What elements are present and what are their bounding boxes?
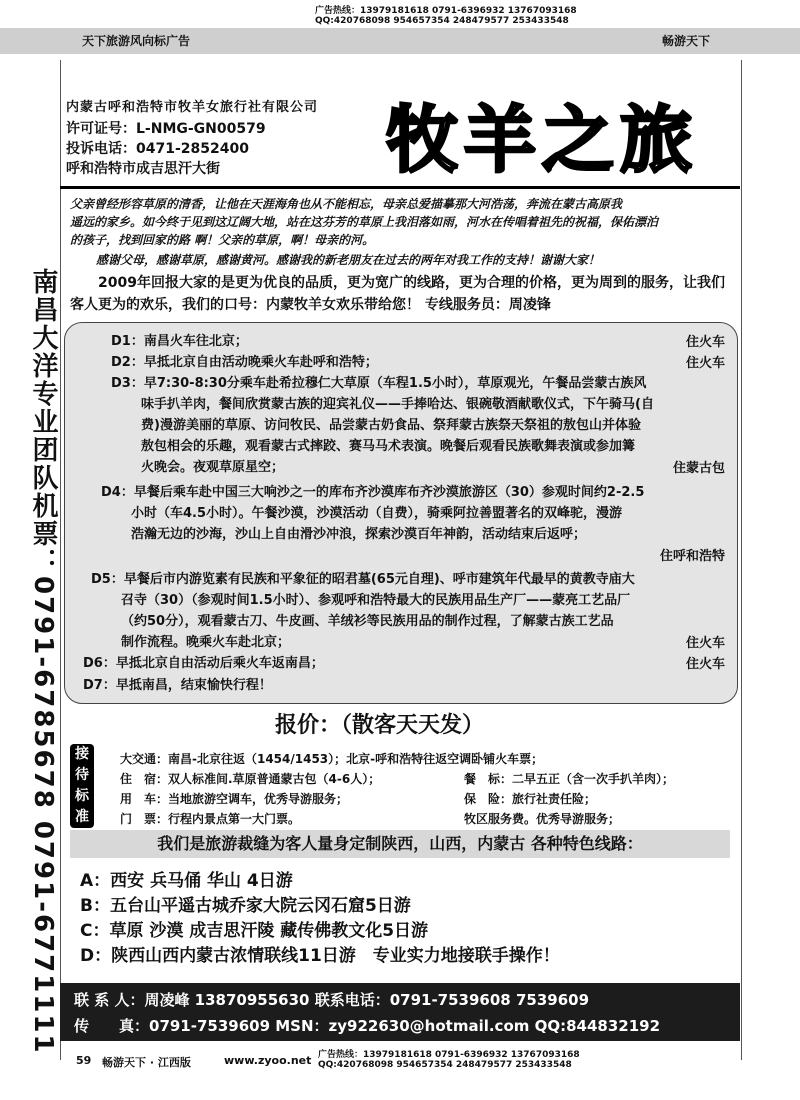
footer-qq: QQ:420768098 954657354 248479577 253433548 <box>318 1060 572 1070</box>
price-title: 报价：（散客天天发） <box>275 713 485 738</box>
contact-bar <box>60 983 740 1041</box>
company-address: 呼和浩特市成吉思汗大街 <box>66 161 220 177</box>
itinerary-line: 火晚会。夜观草原星空； <box>141 460 285 475</box>
route-item: B：五台山平遥古城乔家大院云冈石窟5日游 <box>80 896 411 916</box>
contact-fax: 传 真：0791-7539609 MSN：zy922630@hotmail.com QQ:844832192 <box>74 1017 661 1035</box>
itinerary-stay: 住呼和浩特 <box>659 549 725 564</box>
company-name: 内蒙古呼和浩特市牧羊女旅行社有限公司 <box>66 100 319 115</box>
route-item: D：陕西山西内蒙古浓情联线11日游 专业实力地接联手操作！ <box>80 946 560 966</box>
itinerary-line: D2：早抵北京自由活动晚乘火车赴呼和浩特； <box>111 355 378 370</box>
header-right-label: 畅游天下 <box>661 34 710 48</box>
header-strip <box>0 28 800 54</box>
itinerary-line: 制作流程。晚乘火车赴北京； <box>121 635 291 650</box>
itinerary-line: D6：早抵北京自由活动后乘火车返南昌； <box>83 656 324 671</box>
magazine-name: 畅游天下 · 江西版 <box>102 1056 191 1069</box>
itinerary-stay: 住火车 <box>685 657 725 672</box>
footer-hotline: 广告热线：13979181618 0791-6396932 13767093168 <box>318 1050 580 1060</box>
standard-meals: 餐 标：二早五正（含一次手扒羊肉）； <box>464 772 675 786</box>
itinerary-stay: 住火车 <box>685 356 725 371</box>
custom-route-banner: 我们是旅游裁缝为客人量身定制陕西，山西，内蒙古 各种特色线路： <box>70 830 730 858</box>
standard-vehicle: 用 车：当地旅游空调车，优秀导游服务； <box>120 792 349 806</box>
itinerary-line: 浩瀚无边的沙海，沙山上自由滑沙冲浪，探索沙漠百年神韵，活动结束后返呼； <box>131 527 587 542</box>
itinerary-line: D4：早餐后乘车赴中国三大响沙之一的库布齐沙漠库布齐沙漠旅游区（30）参观时间约2-2.5 <box>101 485 645 500</box>
poem-line: 的孩子，找到回家的路 啊！父亲的草原，啊！母亲的河。 <box>70 233 375 247</box>
website-url: www.zyoo.net <box>224 1054 312 1067</box>
route-item: C：草原 沙漠 成吉思汗陵 藏传佛教文化5日游 <box>80 921 429 941</box>
itinerary-line: D5：早餐后市内游览素有民族和平象征的昭君墓(65元自理)、呼市建筑年代最早的黄教寺庙大 <box>91 572 635 587</box>
itinerary-line: 敖包相会的乐趣，观看蒙古式摔跤、赛马马术表演。晚餐后观看民族歌舞表演或参加篝 <box>141 439 636 454</box>
poem-line: 父亲曾经形容草原的清香，让他在天涯海角也从不能相忘，母亲总爱描摹那大河浩荡，奔流在蒙古高原我 <box>70 197 623 211</box>
header-left-label: 天下旅游风向标广告 <box>82 34 191 48</box>
itinerary-line: 费)漫游美丽的草原、访问牧民、品尝蒙古奶食品、祭拜蒙古族祭天祭祖的敖包山并体验 <box>141 418 641 433</box>
route-item: A：西安 兵马俑 华山 4日游 <box>80 871 293 891</box>
itinerary-box <box>64 322 738 704</box>
itinerary-line: D3：早7:30-8:30分乘车赴希拉穆仁大草原（车程1.5小时），草原观光，午餐品尝蒙古族风 <box>111 376 647 391</box>
ad-qq: QQ:420768098 954657354 248479577 253433548 <box>315 16 569 26</box>
standard-lodging: 住 宿：双人标准间.草原普通蒙古包（4-6人）； <box>120 772 381 786</box>
standard-badge: 接待标准 <box>70 744 94 828</box>
itinerary-stay: 住火车 <box>685 335 725 350</box>
itinerary-stay: 住火车 <box>685 636 725 651</box>
itinerary-line: 小时（车4.5小时）。午餐沙漠，沙漠活动（自费），骑乘阿拉善盟著名的双峰驼，漫游 <box>131 506 623 521</box>
standard-tickets: 门 票：行程内景点第一大门票。 <box>120 812 301 826</box>
itinerary-line: 味手扒羊肉，餐间欣赏蒙古族的迎宾礼仪——手捧哈达、银碗敬酒献歌仪式，下午骑马(自 <box>141 397 654 412</box>
brand-logo: 牧羊之旅 <box>386 97 699 182</box>
itinerary-line: D7：早抵南昌，结束愉快行程！ <box>83 678 272 693</box>
itinerary-stay: 住蒙古包 <box>672 461 725 476</box>
ad-hotline: 广告热线：13979181618 0791-6396932 13767093168 <box>315 6 577 16</box>
page-header <box>0 0 800 58</box>
divider <box>60 186 740 189</box>
license-number: 许可证号：L-NMG-GN00579 <box>66 121 266 137</box>
side-hotline: 南昌大洋专业团队机票：0791-6785678 0791-6771111 <box>28 268 58 1055</box>
standard-pasture: 牧区服务费。优秀导游服务； <box>464 812 621 826</box>
poem-line: 感谢父母，感谢草原，感谢黄河。感谢我的新老朋友在过去的两年对我工作的支持！谢谢大家！ <box>96 253 601 267</box>
itinerary-line: 召寺（30）（参观时间1.5小时）、参观呼和浩特最大的民族用品生产厂——蒙亮工艺品厂 <box>121 593 631 608</box>
complaint-phone: 投诉电话：0471-2852400 <box>66 141 249 157</box>
standard-transport: 大交通：南昌-北京往返（1454/1453）；北京-呼和浩特往返空调卧铺火车票； <box>120 752 544 766</box>
contact-person: 联 系 人：周凌峰 13870955630 联系电话：0791-7539608 7539609 <box>74 991 590 1009</box>
standard-insurance: 保 险：旅行社责任险； <box>464 792 597 806</box>
promo-text: 2009年回报大家的是更为优良的品质，更为宽广的线路，更为合理的价格，更为周到的服务，让我们客人更为的欢乐，我们的口号：内蒙牧羊女欢乐带给您！ 专线服务员：周凌锋 <box>70 275 725 313</box>
poem-line: 遥远的家乡。如今终于见到这辽阔大地，站在这芬芳的草原上我泪落如雨，河水在传唱着祖先的祝福，保佑漂泊 <box>70 215 659 229</box>
itinerary-line: D1：南昌火车往北京； <box>111 334 248 349</box>
page-number: 59 <box>76 1054 92 1067</box>
itinerary-line: （约50分），观看蒙古刀、牛皮画、羊绒衫等民族用品的制作过程，了解蒙古族工艺品 <box>121 614 614 629</box>
